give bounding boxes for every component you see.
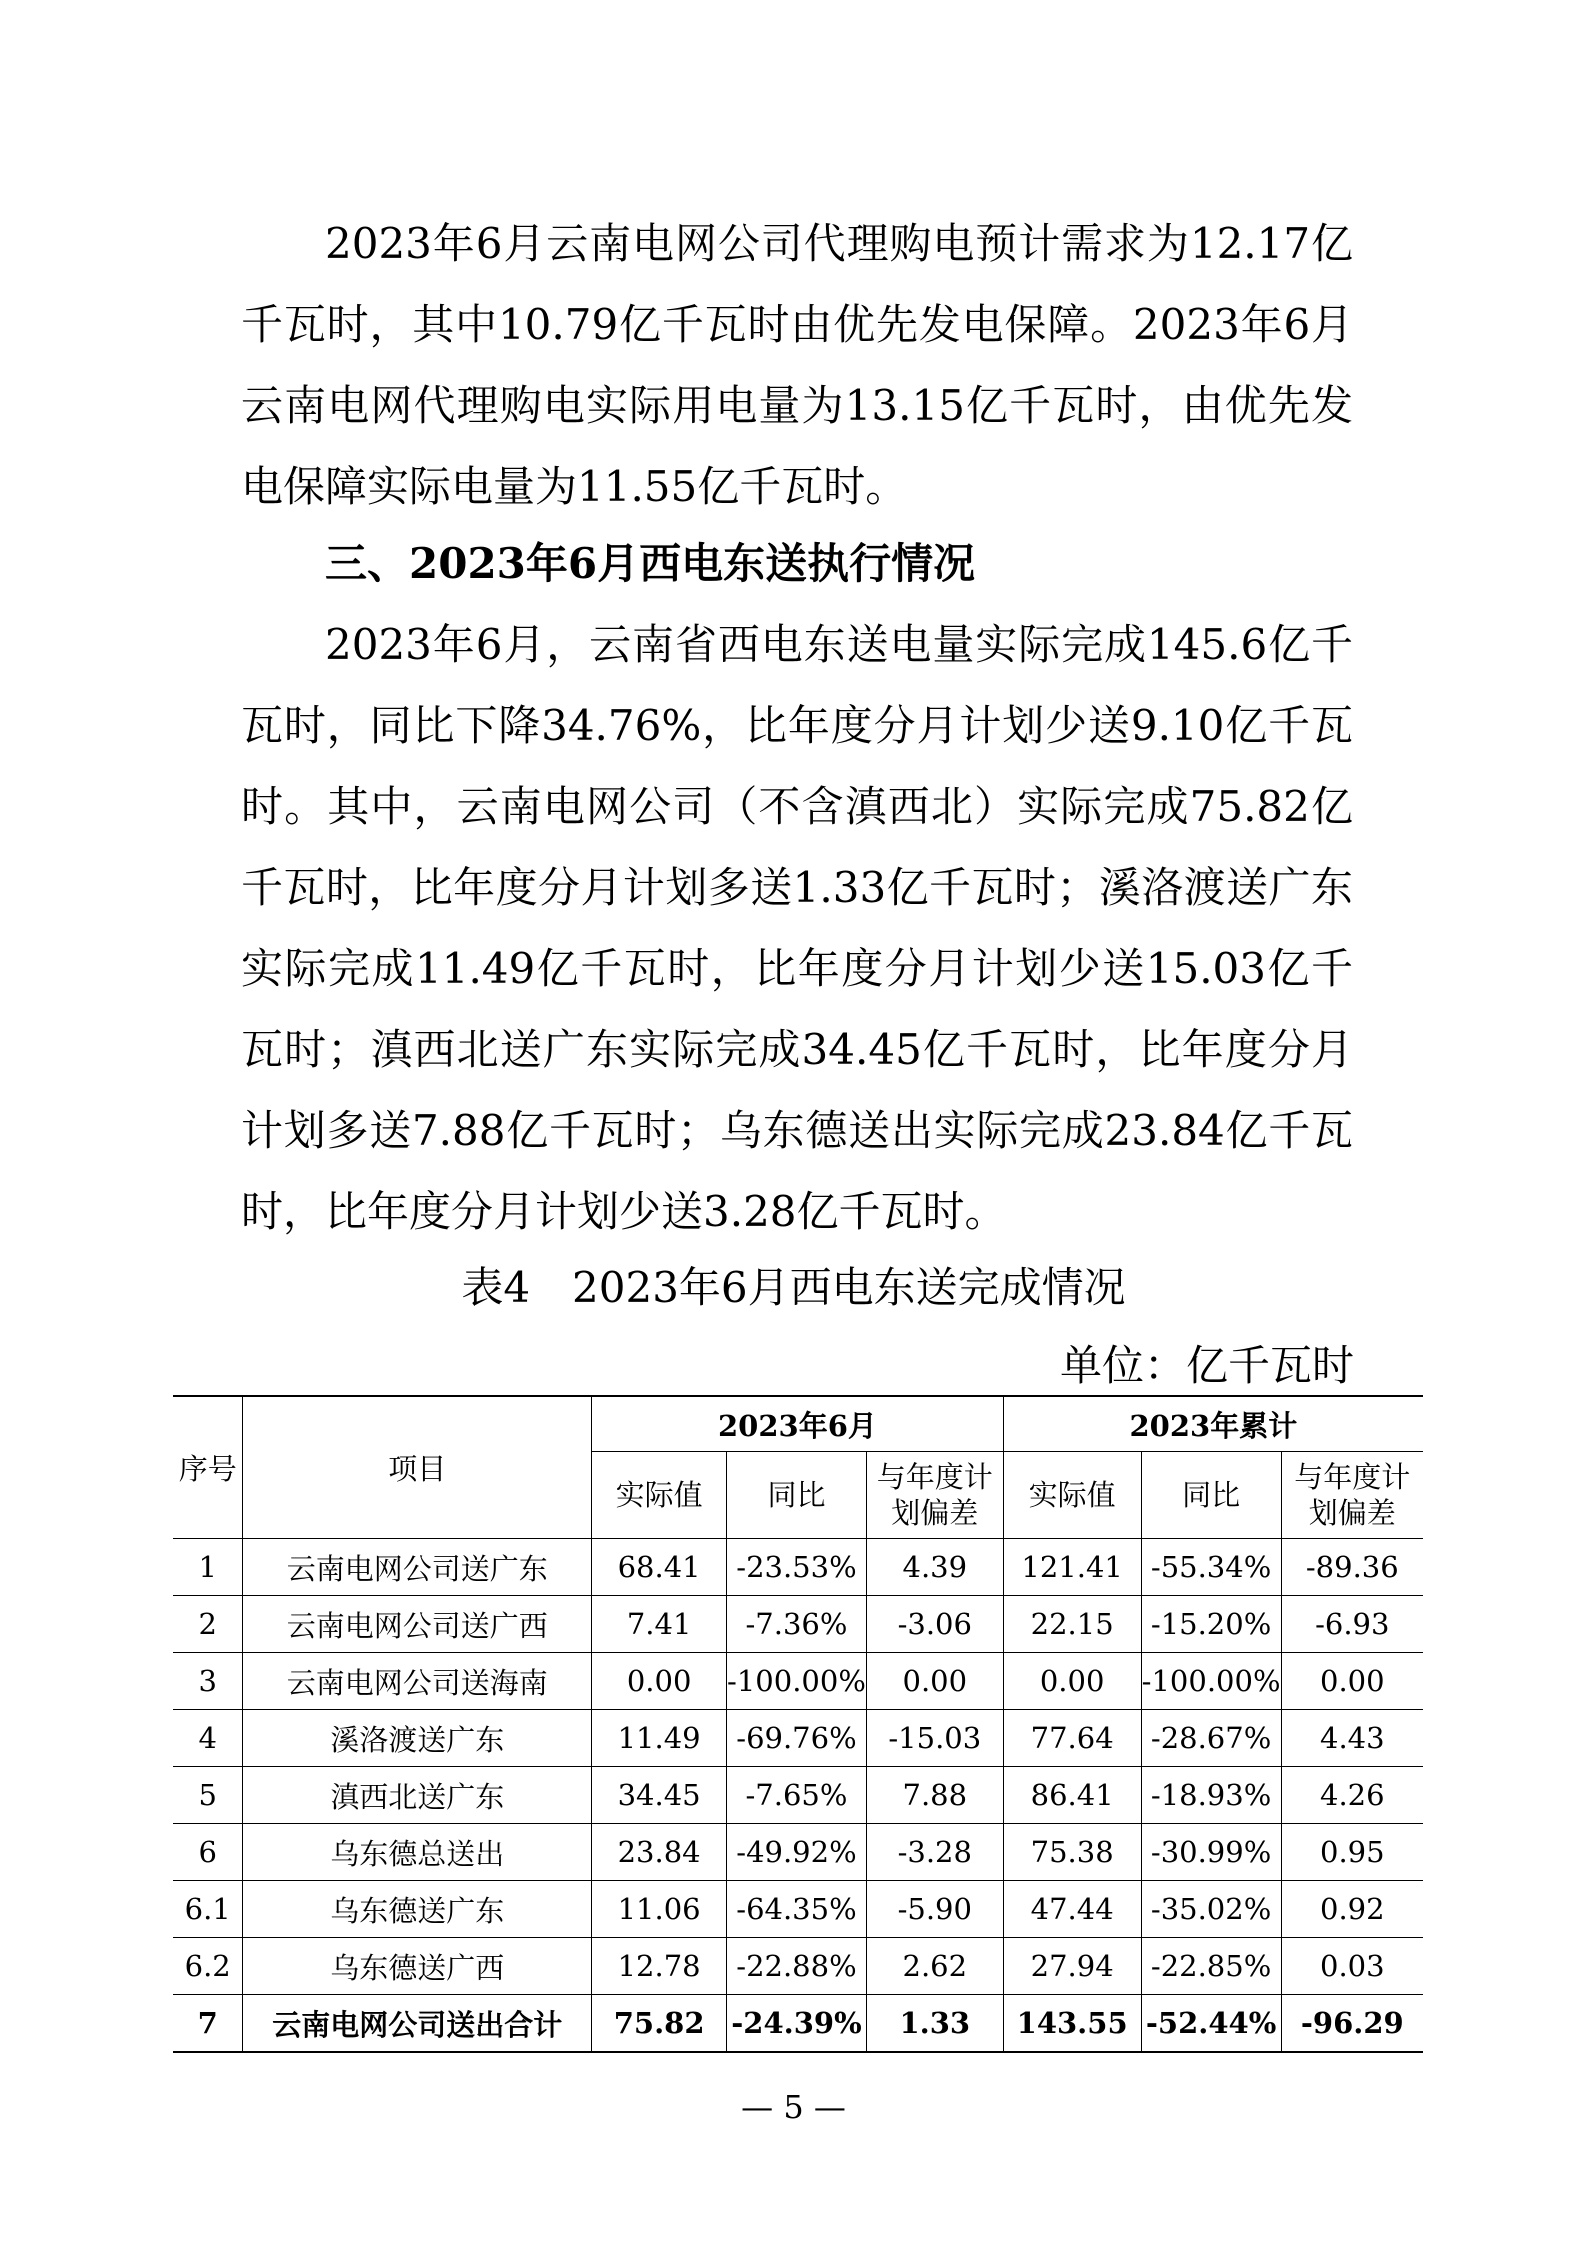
cell-seq: 7 [173, 1995, 243, 2053]
cell-month-actual: 7.41 [592, 1596, 727, 1653]
cell-month-plan-deviation: -15.03 [866, 1710, 1003, 1767]
table-row [173, 1653, 1423, 1710]
header-seq: 序号 [173, 1396, 243, 1539]
table-row [173, 1767, 1423, 1824]
transmission-table [173, 1395, 1423, 2053]
table-unit: 单位：亿千瓦时 [1059, 1341, 1354, 1390]
cell-ytd-plan-deviation: -6.93 [1281, 1596, 1423, 1653]
cell-month-yoy: -24.39% [727, 1995, 867, 2053]
cell-seq: 1 [173, 1539, 243, 1596]
cell-item: 云南电网公司送出合计 [243, 1995, 592, 2053]
cell-ytd-actual: 77.64 [1003, 1710, 1141, 1767]
cell-month-yoy: -23.53% [727, 1539, 867, 1596]
cell-ytd-plan-deviation: 0.95 [1281, 1824, 1423, 1881]
cell-seq: 5 [173, 1767, 243, 1824]
cell-month-plan-deviation: 4.39 [866, 1539, 1003, 1596]
cell-seq: 2 [173, 1596, 243, 1653]
cell-seq: 6.2 [173, 1938, 243, 1995]
cell-month-plan-deviation: 0.00 [866, 1653, 1003, 1710]
cell-ytd-actual: 75.38 [1003, 1824, 1141, 1881]
paragraph-agency-purchase: 2023年6月云南电网公司代理购电预计需求为12.17亿千瓦时，其中10.79亿千瓦时由优先发电保障。2023年6月云南电网代理购电实际用电量为13.15亿千瓦时，由优先发电保障实际电量为11.55亿千瓦时。 [241, 219, 1353, 511]
cell-month-plan-deviation: -5.90 [866, 1881, 1003, 1938]
cell-ytd-yoy: -100.00% [1141, 1653, 1281, 1710]
table-row [173, 1995, 1423, 2053]
cell-month-plan-deviation: 2.62 [866, 1938, 1003, 1995]
cell-month-yoy: -100.00% [727, 1653, 867, 1710]
table-row [173, 1710, 1423, 1767]
header-group-month: 2023年6月 [592, 1396, 1003, 1452]
header-item: 项目 [243, 1396, 592, 1539]
cell-ytd-yoy: -22.85% [1141, 1938, 1281, 1995]
cell-ytd-plan-deviation: 4.26 [1281, 1767, 1423, 1824]
cell-ytd-yoy: -15.20% [1141, 1596, 1281, 1653]
cell-ytd-yoy: -52.44% [1141, 1995, 1281, 2053]
cell-ytd-actual: 47.44 [1003, 1881, 1141, 1938]
cell-ytd-plan-deviation: 0.92 [1281, 1881, 1423, 1938]
table-row [173, 1596, 1423, 1653]
cell-ytd-plan-deviation: 0.00 [1281, 1653, 1423, 1710]
cell-month-actual: 11.49 [592, 1710, 727, 1767]
cell-ytd-yoy: -28.67% [1141, 1710, 1281, 1767]
cell-item: 乌东德送广西 [243, 1938, 592, 1995]
cell-month-actual: 11.06 [592, 1881, 727, 1938]
cell-seq: 6.1 [173, 1881, 243, 1938]
cell-ytd-actual: 0.00 [1003, 1653, 1141, 1710]
cell-ytd-actual: 143.55 [1003, 1995, 1141, 2053]
cell-month-plan-deviation: -3.28 [866, 1824, 1003, 1881]
cell-month-actual: 68.41 [592, 1539, 727, 1596]
cell-month-yoy: -7.36% [727, 1596, 867, 1653]
cell-item: 溪洛渡送广东 [243, 1710, 592, 1767]
cell-month-plan-deviation: 7.88 [866, 1767, 1003, 1824]
cell-ytd-yoy: -30.99% [1141, 1824, 1281, 1881]
cell-month-plan-deviation: 1.33 [866, 1995, 1003, 2053]
header-ytd-plan-deviation: 与年度计划偏差 [1281, 1452, 1423, 1539]
cell-month-actual: 0.00 [592, 1653, 727, 1710]
cell-item: 乌东德总送出 [243, 1824, 592, 1881]
section-heading: 三、2023年6月西电东送执行情况 [325, 539, 976, 588]
cell-ytd-actual: 86.41 [1003, 1767, 1141, 1824]
cell-month-yoy: -7.65% [727, 1767, 867, 1824]
cell-ytd-yoy: -35.02% [1141, 1881, 1281, 1938]
header-month-actual: 实际值 [592, 1452, 727, 1539]
cell-seq: 4 [173, 1710, 243, 1767]
cell-seq: 6 [173, 1824, 243, 1881]
table-row [173, 1881, 1423, 1938]
cell-month-yoy: -69.76% [727, 1710, 867, 1767]
table-row [173, 1938, 1423, 1995]
cell-ytd-plan-deviation: -96.29 [1281, 1995, 1423, 2053]
cell-seq: 3 [173, 1653, 243, 1710]
header-ytd-actual: 实际值 [1003, 1452, 1141, 1539]
cell-ytd-actual: 22.15 [1003, 1596, 1141, 1653]
cell-ytd-yoy: -18.93% [1141, 1767, 1281, 1824]
cell-item: 滇西北送广东 [243, 1767, 592, 1824]
cell-month-actual: 12.78 [592, 1938, 727, 1995]
table-row [173, 1824, 1423, 1881]
table-row [173, 1539, 1423, 1596]
cell-item: 云南电网公司送广西 [243, 1596, 592, 1653]
cell-month-actual: 23.84 [592, 1824, 727, 1881]
cell-item: 云南电网公司送海南 [243, 1653, 592, 1710]
cell-month-actual: 75.82 [592, 1995, 727, 2053]
page-number: — 5 — [741, 2088, 846, 2126]
cell-month-actual: 34.45 [592, 1767, 727, 1824]
cell-month-yoy: -22.88% [727, 1938, 867, 1995]
cell-month-yoy: -49.92% [727, 1824, 867, 1881]
cell-ytd-actual: 121.41 [1003, 1539, 1141, 1596]
header-month-plan-deviation: 与年度计划偏差 [866, 1452, 1003, 1539]
table-title: 表4 2023年6月西电东送完成情况 [461, 1263, 1126, 1312]
cell-item: 乌东德送广东 [243, 1881, 592, 1938]
cell-ytd-plan-deviation: 0.03 [1281, 1938, 1423, 1995]
cell-ytd-plan-deviation: -89.36 [1281, 1539, 1423, 1596]
header-ytd-yoy: 同比 [1141, 1452, 1281, 1539]
header-month-yoy: 同比 [727, 1452, 867, 1539]
cell-month-plan-deviation: -3.06 [866, 1596, 1003, 1653]
cell-month-yoy: -64.35% [727, 1881, 867, 1938]
table-header-row [173, 1396, 1423, 1452]
header-group-ytd: 2023年累计 [1003, 1396, 1423, 1452]
cell-ytd-yoy: -55.34% [1141, 1539, 1281, 1596]
paragraph-west-east-transmission: 2023年6月，云南省西电东送电量实际完成145.6亿千瓦时，同比下降34.76%，比年度分月计划少送9.10亿千瓦时。其中，云南电网公司（不含滇西北）实际完成75.82亿千瓦时，比年度分月计划多送1.33亿千瓦时；溪洛渡送广东实际完成11.49亿千瓦时，比年度分月计划少送15.03亿千瓦时；滇西北送广东实际完成34.45亿千瓦时，比年度分月计划多送7.88亿千瓦时；乌东德送出实际完成23.84亿千瓦时，比年度分月计划少送3.28亿千瓦时。 [241, 620, 1353, 1236]
cell-ytd-actual: 27.94 [1003, 1938, 1141, 1995]
cell-ytd-plan-deviation: 4.43 [1281, 1710, 1423, 1767]
cell-item: 云南电网公司送广东 [243, 1539, 592, 1596]
